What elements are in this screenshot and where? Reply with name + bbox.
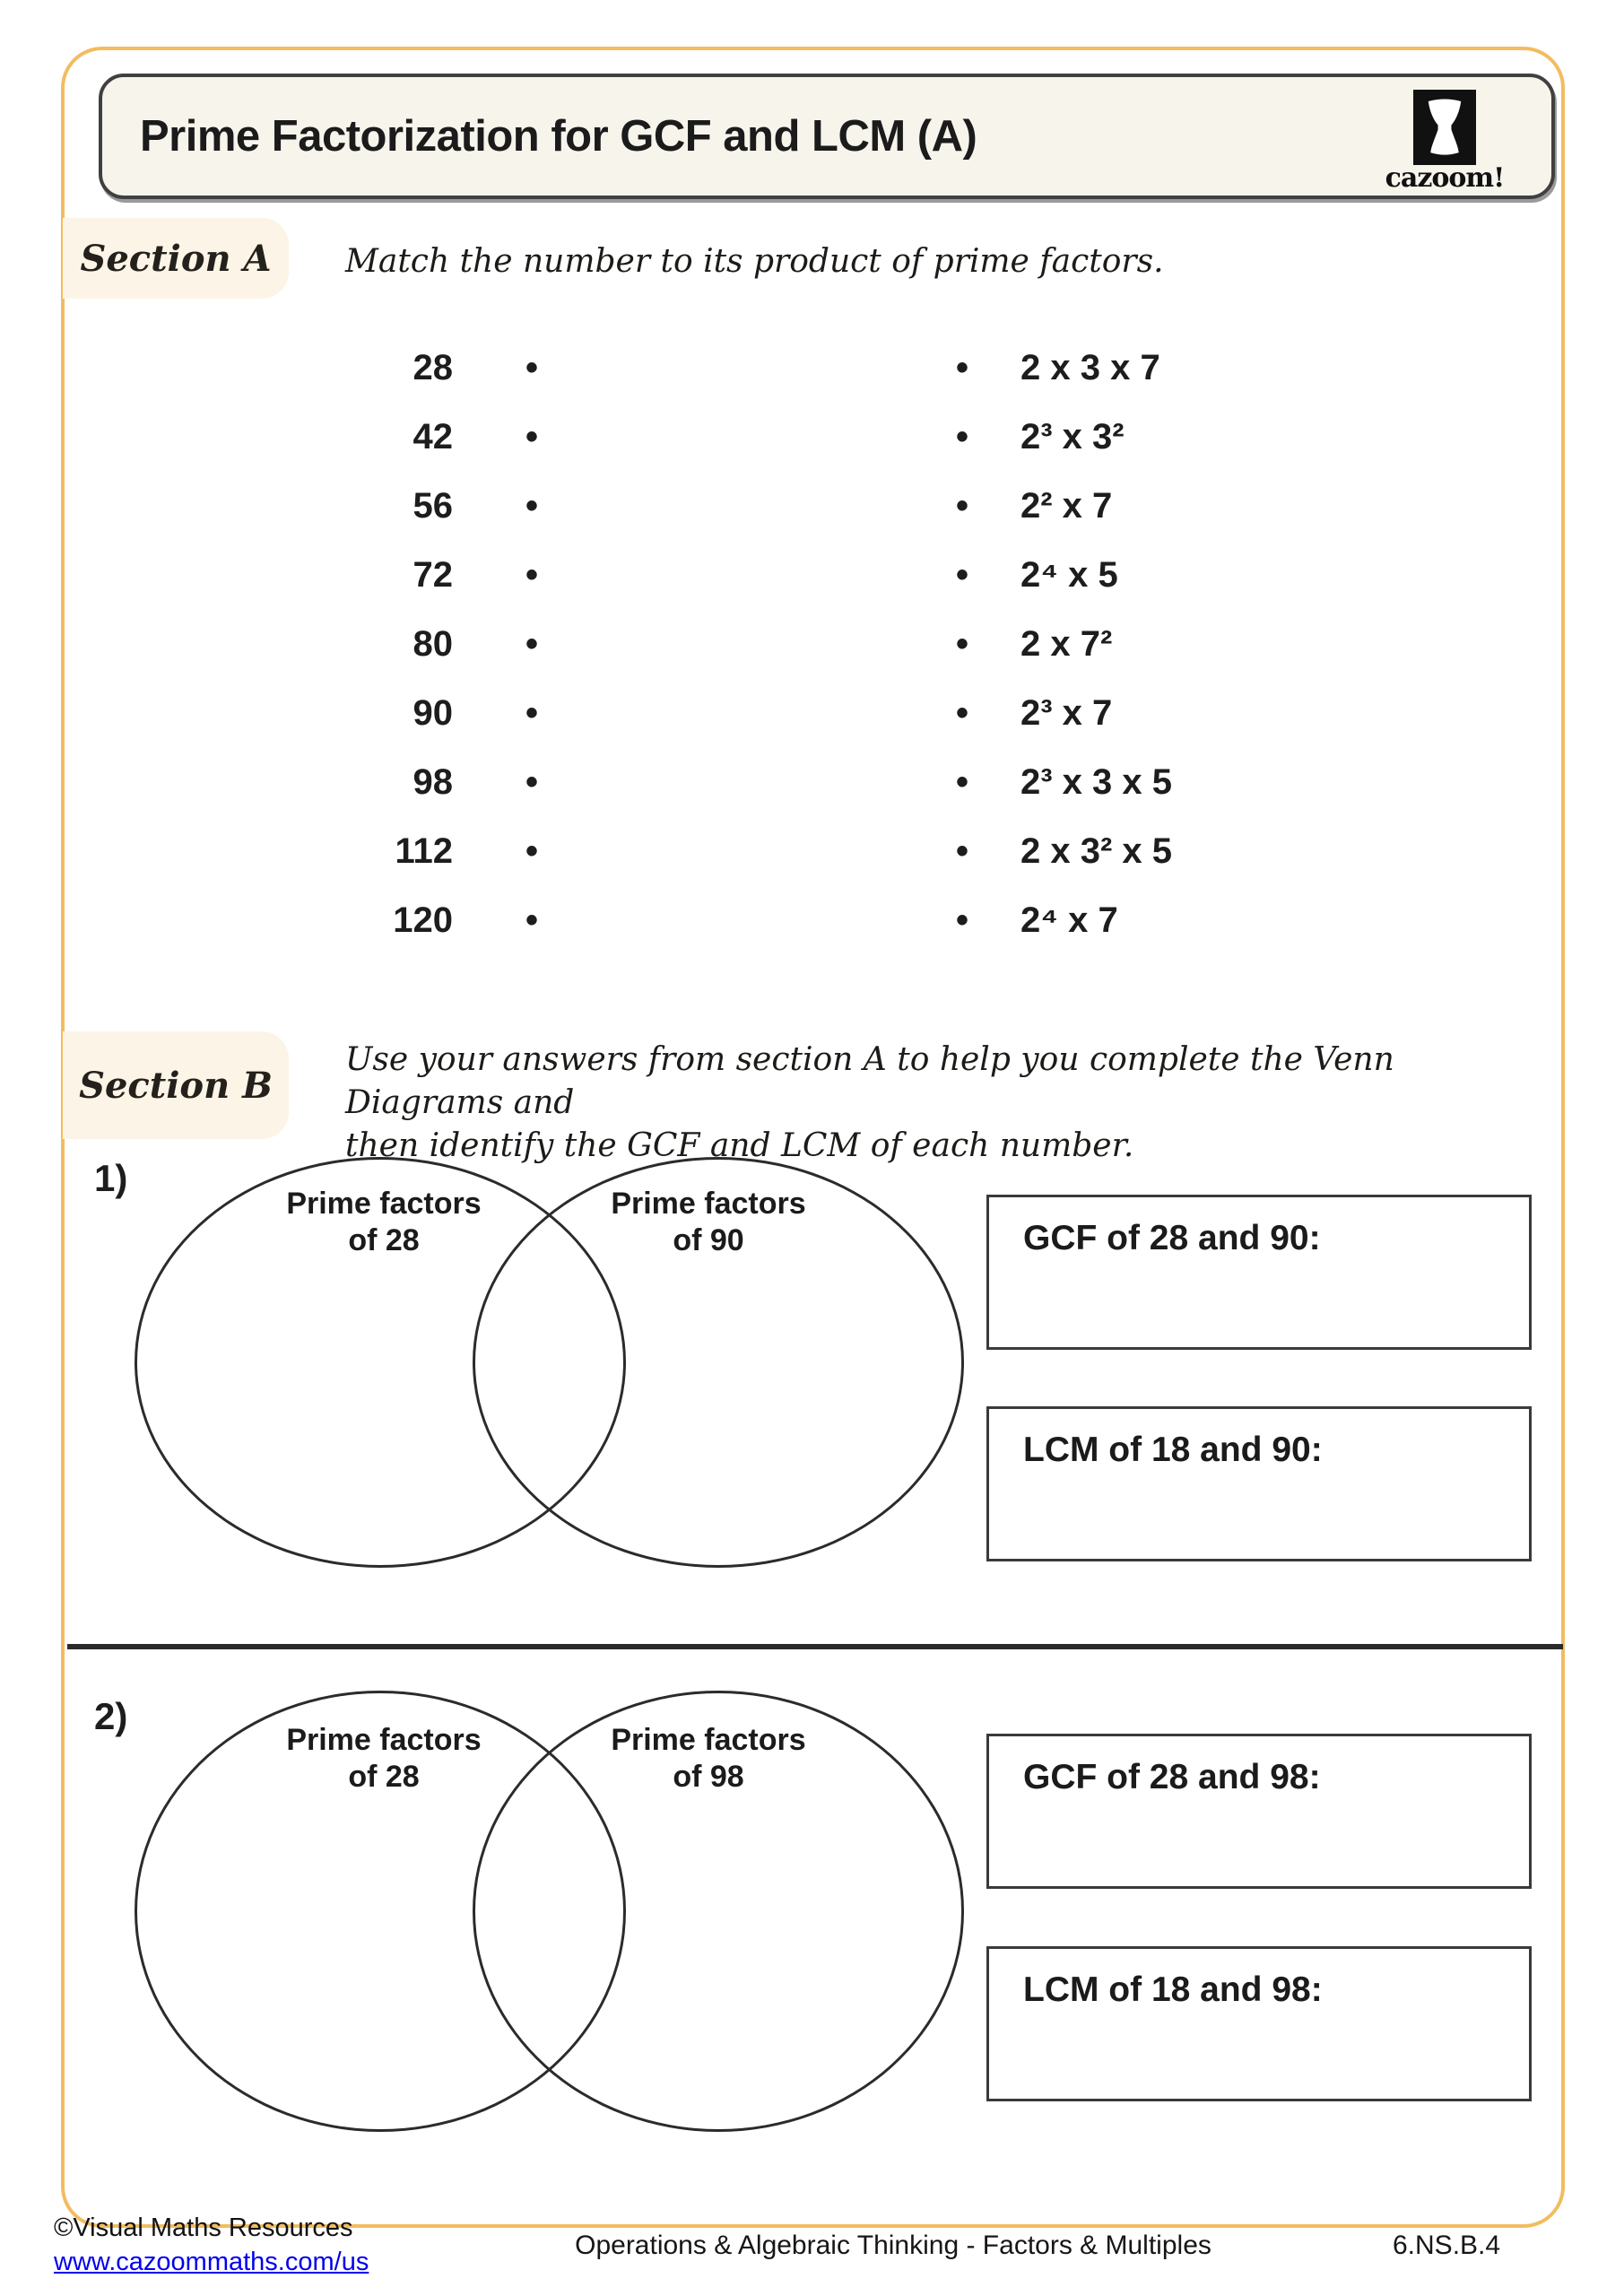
match-number: 56 [413,486,453,526]
lcm-box-2-label: LCM of 18 and 98: [1023,1970,1323,2009]
djembe-drum-icon [1413,90,1476,165]
match-row [0,610,1624,679]
match-bullet-right: • [955,348,968,387]
cazoom-logo [1385,90,1505,194]
matching-exercise [0,334,1624,955]
venn-label-line: Prime factors [286,1187,482,1221]
venn-label-line: of 90 [673,1223,744,1257]
gcf-answer-box-2 [986,1734,1532,1889]
venn-label-line: Prime factors [611,1723,806,1757]
problem-divider [67,1644,1563,1649]
venn-label-line: Prime factors [611,1187,806,1221]
match-bullet-left: • [525,693,538,733]
gcf-answer-box-1 [986,1195,1532,1350]
match-bullet-left: • [525,486,538,526]
brand-name: cazoom! [1385,162,1505,194]
match-number: 72 [413,555,453,595]
lcm-answer-box-1 [986,1406,1532,1561]
section-b-label: Section B [63,1031,289,1139]
match-factorization: 2³ x 3 x 5 [1020,762,1173,802]
question-2-label: 2) [94,1695,128,1737]
lcm-box-1-label: LCM of 18 and 90: [1023,1431,1323,1469]
match-number: 120 [393,900,453,940]
footer-topic-text: Operations & Algebraic Thinking - Factors & Multiples [575,2231,1211,2260]
match-factorization: 2³ x 7 [1020,693,1113,733]
venn-label-line: of 28 [348,1223,420,1257]
match-factorization: 2⁴ x 5 [1020,555,1118,595]
venn-1-left-label [240,1186,527,1259]
match-row [0,334,1624,403]
worksheet-header [99,74,1555,199]
match-bullet-left: • [525,348,538,387]
page-title: Prime Factorization for GCF and LCM (A) [140,112,977,161]
match-row [0,886,1624,955]
copyright-text: ©Visual Maths Resources [54,2213,353,2242]
match-factorization: 2² x 7 [1020,486,1113,526]
match-row [0,679,1624,748]
match-bullet-left: • [525,417,538,457]
venn-label-line: of 28 [348,1760,420,1794]
match-bullet-left: • [525,900,538,940]
gcf-box-1-label: GCF of 28 and 90: [1023,1219,1321,1257]
match-factorization: 2⁴ x 7 [1020,900,1118,940]
match-factorization: 2 x 7² [1020,624,1113,664]
match-bullet-right: • [955,762,968,802]
match-number: 80 [413,624,453,664]
match-number: 28 [413,348,453,387]
match-bullet-left: • [525,624,538,664]
match-bullet-right: • [955,417,968,457]
match-bullet-right: • [955,555,968,595]
match-row [0,541,1624,610]
venn-label-line: of 98 [673,1760,744,1794]
match-number: 90 [413,693,453,733]
section-b-instruction-line1: Use your answers from section A to help you complete the Venn Diagrams and [345,1041,1394,1121]
match-row [0,472,1624,541]
match-number: 112 [395,831,453,871]
match-factorization: 2³ x 3² [1020,417,1125,457]
match-bullet-right: • [955,693,968,733]
venn-2-left-label [240,1722,527,1796]
gcf-box-2-label: GCF of 28 and 98: [1023,1758,1321,1796]
section-b-instruction-line2: then identify the GCF and LCM of each number. [345,1127,1134,1164]
question-1-label: 1) [94,1157,128,1199]
standard-code: 6.NS.B.4 [1393,2231,1501,2260]
match-number: 98 [413,762,453,802]
venn-2-right-label [565,1722,852,1796]
venn-label-line: Prime factors [286,1723,482,1757]
match-bullet-right: • [955,624,968,664]
section-a-label: Section A [63,218,289,299]
match-bullet-right: • [955,831,968,871]
match-factorization: 2 x 3 x 7 [1020,348,1160,387]
match-bullet-right: • [955,900,968,940]
match-factorization: 2 x 3² x 5 [1020,831,1173,871]
match-row [0,748,1624,817]
section-b-instruction [345,1039,1511,1168]
match-number: 42 [413,417,453,457]
match-row [0,817,1624,886]
match-row [0,403,1624,472]
match-bullet-left: • [525,762,538,802]
venn-1-right-label [565,1186,852,1259]
website-link[interactable]: www.cazoommaths.com/us [54,2248,369,2276]
match-bullet-right: • [955,486,968,526]
section-a-instruction: Match the number to its product of prime factors. [345,243,1164,280]
match-bullet-left: • [525,831,538,871]
lcm-answer-box-2 [986,1946,1532,2101]
match-bullet-left: • [525,555,538,595]
